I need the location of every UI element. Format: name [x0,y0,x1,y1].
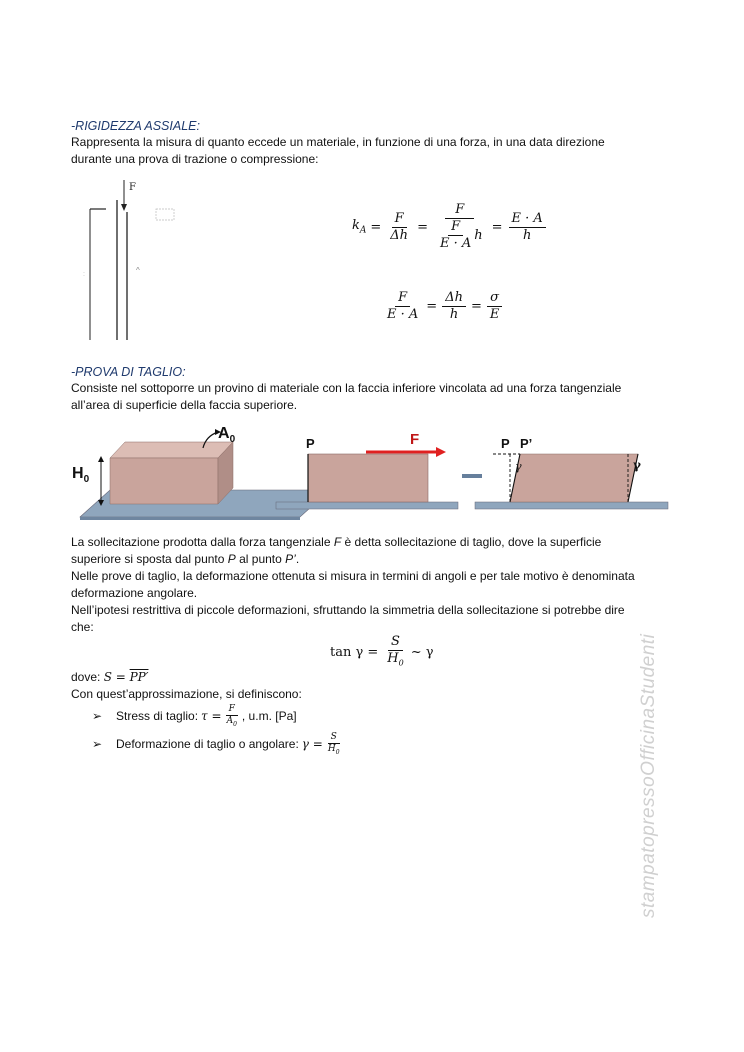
text-line: La sollecitazione prodotta dalla forza tangenziale F è detta sollecitazione di taglio, dove la superficie [71,535,602,549]
text-line: superiore si sposta dal punto P al punto P’. [71,552,300,566]
equals-sign: = [470,299,482,314]
formula-stiffness [352,202,548,252]
formula-tan-gamma [330,634,434,672]
formula-tail: ~ γ [410,645,434,661]
fraction: $\frac{F}{\Delta h}$ [390,210,409,243]
definition-intro: Con quest’approssimazione, si definiscono: [71,687,302,701]
label-gamma: γ [633,458,641,472]
shear-test-figure [68,420,672,522]
base-plate [475,502,668,509]
equals-sign: = [370,219,382,235]
paragraph-taglio [71,380,671,414]
text-line: durante una prova di trazione o compressione: [71,152,319,166]
sheared-block [510,454,638,502]
text-line: Nelle prove di taglio, la deformazione ottenuta si misura in termini di angoli e per tale motivo è denominata [71,569,635,583]
label-A0: $A_0$ [218,425,236,445]
fraction: $\frac{\sigma}{E}$ [487,290,503,323]
equals-sign: = [491,219,503,235]
block-top-face [110,442,233,458]
text-line: deformazione angolare. [71,586,198,600]
label-P: P [306,436,315,451]
text-line: Nell’ipotesi restrittiva di piccole deformazioni, sfruttando la simmetria della sollecitazione si potrebbe dire [71,603,625,617]
text-line: Rappresenta la misura di quanto eccede un materiale, in funzione di una forza, in una data direzione [71,135,605,149]
block-front-face [110,458,218,504]
base-plate-edge [80,517,300,520]
paragraph-rigidezza [71,134,671,168]
body-text [71,534,681,636]
fraction-nested: F $\frac{F}{E \cdot A}$ h [439,202,483,251]
formula-lhs: tan γ = [330,645,379,661]
fraction: $\frac{E \cdot A}{h}$ [509,211,546,244]
text-line: Consiste nel sottoporre un provino di materiale con la faccia inferiore vincolata ad una forza tangenziale [71,381,622,395]
fraction: $\frac{S}{H_0}$ [327,732,340,756]
text-line: all’area di superficie della faccia superiore. [71,398,298,412]
fraction: $\frac{F}{E \cdot A}$ [387,290,419,322]
bullet-strain: ➢ Deformazione di taglio o angolare: γ = $\frac{S}{H_0}$ [92,732,345,758]
faint-label: ^ [136,266,140,275]
label-gamma: γ [515,460,522,473]
fraction: $\frac{S}{H_0}$ [387,634,404,668]
formula-strain [382,290,504,323]
label-P: P [501,436,510,451]
block-front-view [308,454,428,502]
watermark: stampatopressoOfficinaStudenti [638,633,659,918]
force-arrowhead [436,447,446,457]
transition-arrow [462,474,482,478]
section-heading-rigidezza: -RIGIDEZZA ASSIALE: [71,119,200,133]
fraction: $\frac{\Delta h}{h}$ [442,290,466,323]
label-F: F [410,431,420,448]
label-H0: $H_0$ [72,465,90,485]
force-label: F [129,182,136,193]
equals-sign: = [426,299,438,314]
axial-bar-figure [80,178,190,348]
equals-sign: = [417,219,428,235]
definition-dove: dove: S = PP′ [71,670,149,684]
bullet-arrow-icon: ➢ [92,737,103,752]
formula-lhs: $k_A$ [352,218,367,236]
force-arrowhead [121,204,127,211]
delta-h-marker [156,209,174,220]
section-heading-taglio: -PROVA DI TAGLIO: [71,365,186,379]
bullet-stress: ➢ Stress di taglio: τ = $\frac{F}{A_0}$ , u.m. [Pa] [92,704,297,728]
base-plate [276,502,458,509]
faint-label: : [83,271,85,278]
height-arrowhead-top [98,456,104,462]
fraction: $\frac{F}{A_0}$ [226,704,237,728]
text-line: che: [71,620,94,634]
label-P-prime: P’ [520,436,533,451]
bullet-arrow-icon: ➢ [92,709,103,724]
